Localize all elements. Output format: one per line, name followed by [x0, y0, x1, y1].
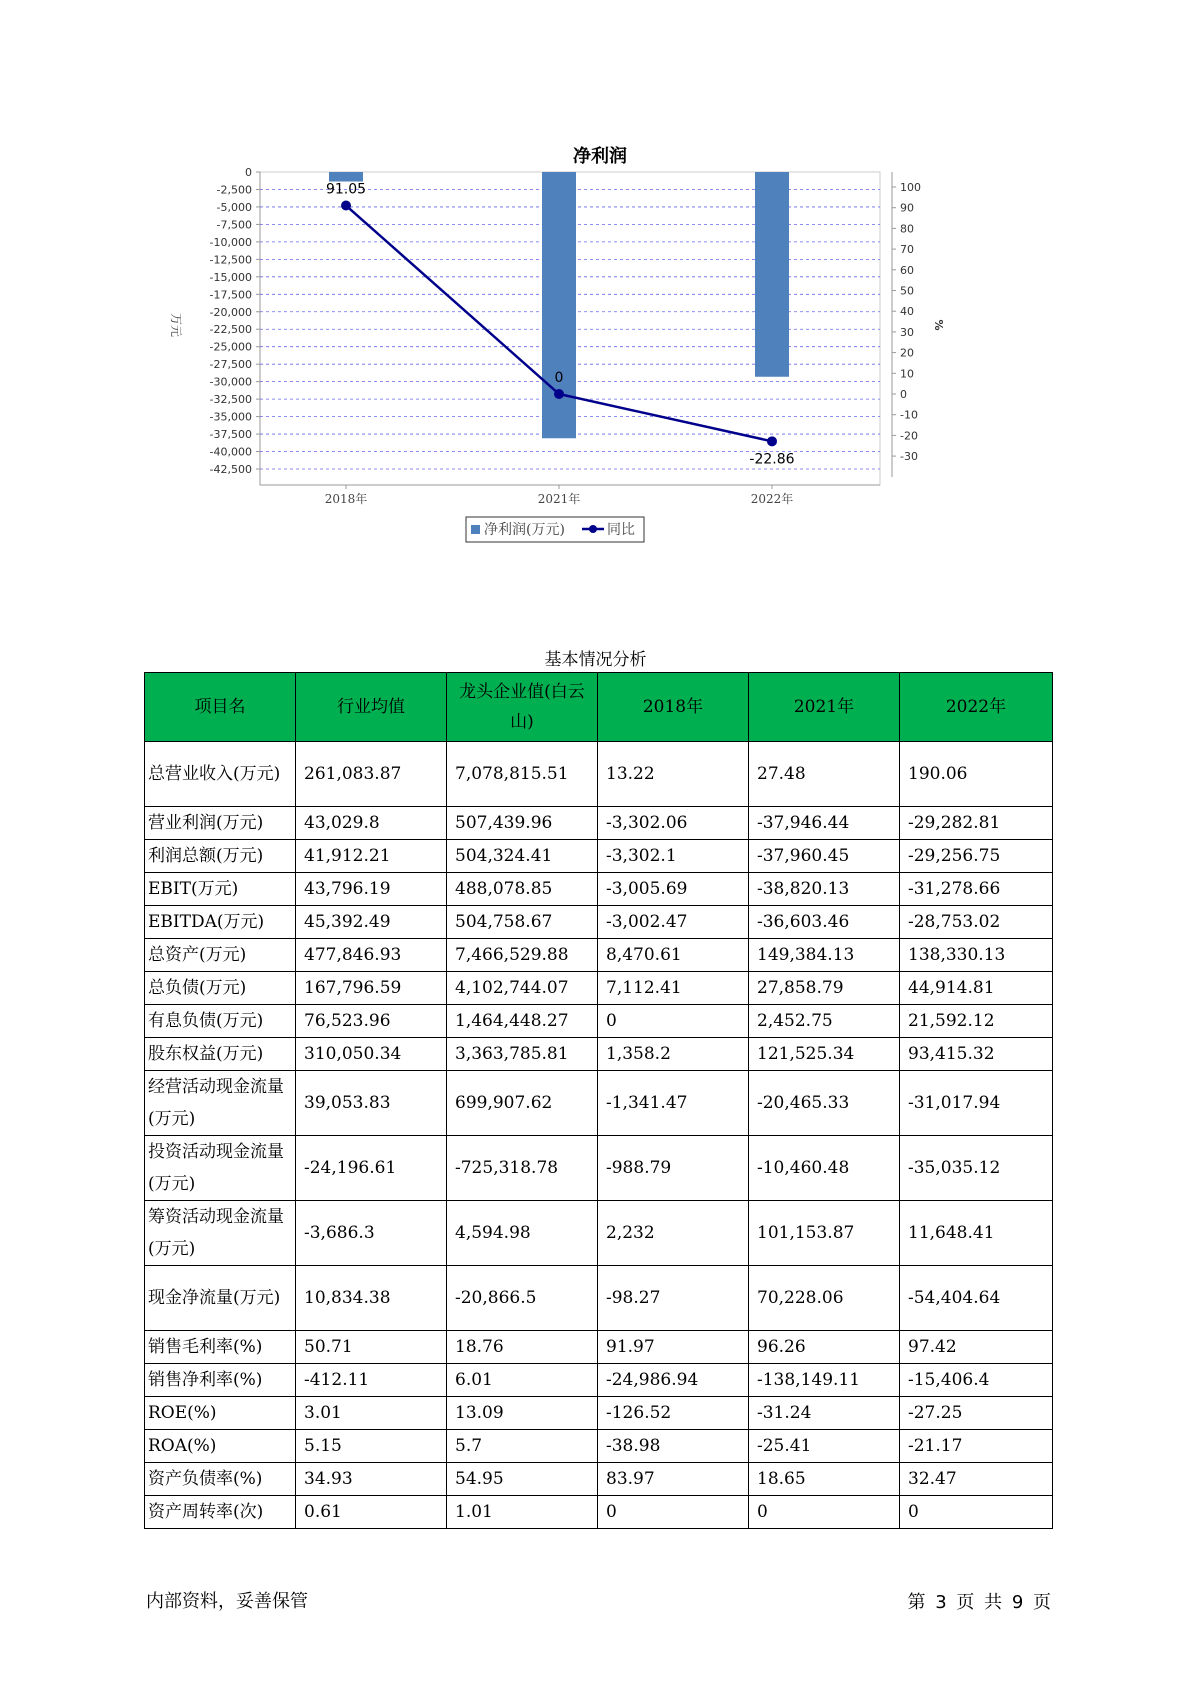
table-cell: 43,029.8 — [296, 807, 447, 840]
y2-tick-label: 30 — [900, 325, 914, 339]
header-item-name: 项目名 — [145, 673, 296, 742]
table-cell: -54,404.64 — [900, 1266, 1053, 1331]
row-item-name: 筹资活动现金流量(万元) — [145, 1201, 296, 1266]
y2-tick-label: 100 — [900, 181, 921, 194]
table-cell: 699,907.62 — [447, 1071, 598, 1136]
table-cell: 167,796.59 — [296, 972, 447, 1005]
table-cell: 0 — [598, 1496, 749, 1529]
table-row — [145, 807, 1053, 840]
table-cell: 507,439.96 — [447, 807, 598, 840]
table-cell: 43,796.19 — [296, 873, 447, 906]
y-tick-label: -12,500 — [209, 253, 252, 267]
table-cell: 504,758.67 — [447, 906, 598, 939]
row-item-name: 资产周转率(次) — [145, 1496, 296, 1529]
table-cell: 18.76 — [447, 1331, 598, 1364]
x-tick-label: 2021年 — [537, 492, 581, 506]
y-tick-label: 0 — [245, 166, 252, 179]
table-row — [145, 972, 1053, 1005]
row-item-name: EBIT(万元) — [145, 873, 296, 906]
row-item-name: 有息负债(万元) — [145, 1005, 296, 1038]
legend-line-marker — [589, 525, 597, 533]
table-cell: 121,525.34 — [749, 1038, 900, 1071]
table-cell: 54.95 — [447, 1463, 598, 1496]
row-item-name: ROA(%) — [145, 1430, 296, 1463]
x-tick-label: 2022年 — [750, 492, 794, 506]
row-item-name: 资产负债率(%) — [145, 1463, 296, 1496]
row-item-name: 现金净流量(万元) — [145, 1266, 296, 1331]
y2-tick-label: 60 — [900, 263, 914, 277]
table-cell: -21.17 — [900, 1430, 1053, 1463]
table-cell: 1.01 — [447, 1496, 598, 1529]
table-row — [145, 1364, 1053, 1397]
y-tick-label: -32,500 — [209, 393, 252, 407]
y2-tick-label: 80 — [900, 222, 914, 236]
y2-tick-label: -30 — [900, 450, 918, 464]
y-tick-label: -25,000 — [209, 340, 252, 354]
table-row — [145, 1071, 1053, 1136]
table-cell: 3.01 — [296, 1397, 447, 1430]
table-cell: -988.79 — [598, 1136, 749, 1201]
row-item-name: 总资产(万元) — [145, 939, 296, 972]
table-cell: 0.61 — [296, 1496, 447, 1529]
table-cell: 6.01 — [447, 1364, 598, 1397]
table-cell: -31,017.94 — [900, 1071, 1053, 1136]
legend-bar-swatch — [471, 525, 480, 534]
table-cell: -3,005.69 — [598, 873, 749, 906]
y-axis-title: 万元 — [169, 312, 183, 338]
row-item-name: ROE(%) — [145, 1397, 296, 1430]
table-cell: 7,112.41 — [598, 972, 749, 1005]
header-2022: 2022年 — [900, 673, 1053, 742]
table-row — [145, 742, 1053, 807]
table-cell: -29,282.81 — [900, 807, 1053, 840]
table-cell: -35,035.12 — [900, 1136, 1053, 1201]
table-row — [145, 1430, 1053, 1463]
table-header-row — [145, 673, 1053, 742]
x-tick-label: 2018年 — [324, 492, 368, 506]
table-cell: -37,960.45 — [749, 840, 900, 873]
table-cell: 21,592.12 — [900, 1005, 1053, 1038]
legend-bar-label: 净利润(万元) — [484, 522, 565, 538]
table-cell: 50.71 — [296, 1331, 447, 1364]
bar-net-profit — [329, 172, 363, 181]
table-cell: -3,002.47 — [598, 906, 749, 939]
table-cell: -31,278.66 — [900, 873, 1053, 906]
table-row — [145, 873, 1053, 906]
table-row — [145, 1038, 1053, 1071]
row-item-name: 总负债(万元) — [145, 972, 296, 1005]
table-cell: -24,986.94 — [598, 1364, 749, 1397]
table-cell: 1,358.2 — [598, 1038, 749, 1071]
table-cell: -20,866.5 — [447, 1266, 598, 1331]
table-cell: 149,384.13 — [749, 939, 900, 972]
table-cell: 91.97 — [598, 1331, 749, 1364]
table-row — [145, 906, 1053, 939]
y-tick-label: -5,000 — [216, 200, 252, 214]
point-yoy — [341, 201, 351, 211]
legend-line-label: 同比 — [607, 522, 635, 538]
table-cell: 70,228.06 — [749, 1266, 900, 1331]
table-cell: -98.27 — [598, 1266, 749, 1331]
table-cell: 190.06 — [900, 742, 1053, 807]
table-cell: 2,452.75 — [749, 1005, 900, 1038]
table-cell: 5.7 — [447, 1430, 598, 1463]
table-cell: 4,594.98 — [447, 1201, 598, 1266]
y-tick-label: -27,500 — [209, 358, 252, 372]
y-tick-label: -30,000 — [209, 375, 252, 389]
table-caption: 基本情况分析 — [544, 650, 647, 670]
y2-tick-label: 20 — [900, 346, 914, 360]
table-cell: 93,415.32 — [900, 1038, 1053, 1071]
table-cell: 310,050.34 — [296, 1038, 447, 1071]
y-tick-label: -15,000 — [209, 270, 252, 284]
y-tick-label: -37,500 — [209, 428, 252, 442]
y2-tick-label: 10 — [900, 367, 914, 381]
table-cell: 101,153.87 — [749, 1201, 900, 1266]
data-label-yoy: -22.86 — [749, 451, 795, 468]
table-cell: -412.11 — [296, 1364, 447, 1397]
row-item-name: 总营业收入(万元) — [145, 742, 296, 807]
row-item-name: 经营活动现金流量(万元) — [145, 1071, 296, 1136]
header-2021: 2021年 — [749, 673, 900, 742]
table-row — [145, 1005, 1053, 1038]
footer-page-number: 第 3 页 共 9 页 — [907, 1592, 1051, 1613]
y2-tick-label: 70 — [900, 243, 914, 257]
table-cell: 27.48 — [749, 742, 900, 807]
table-cell: -36,603.46 — [749, 906, 900, 939]
row-item-name: 销售净利率(%) — [145, 1364, 296, 1397]
row-item-name: EBITDA(万元) — [145, 906, 296, 939]
table-cell: -38,820.13 — [749, 873, 900, 906]
y2-tick-label: 50 — [900, 284, 914, 298]
row-item-name: 销售毛利率(%) — [145, 1331, 296, 1364]
table-cell: 0 — [900, 1496, 1053, 1529]
table-row — [145, 1397, 1053, 1430]
table-cell: -126.52 — [598, 1397, 749, 1430]
table-cell: 1,464,448.27 — [447, 1005, 598, 1038]
table-cell: -24,196.61 — [296, 1136, 447, 1201]
table-cell: -20,465.33 — [749, 1071, 900, 1136]
table-cell: 32.47 — [900, 1463, 1053, 1496]
table-cell: -29,256.75 — [900, 840, 1053, 873]
table-cell: -28,753.02 — [900, 906, 1053, 939]
y-tick-label: -20,000 — [209, 305, 252, 319]
table-cell: 7,078,815.51 — [447, 742, 598, 807]
table-cell: -15,406.4 — [900, 1364, 1053, 1397]
table-row — [145, 1496, 1053, 1529]
table-cell: 0 — [749, 1496, 900, 1529]
table-cell: 13.22 — [598, 742, 749, 807]
y-tick-label: -22,500 — [209, 323, 252, 337]
table-row — [145, 1136, 1053, 1201]
table-row — [145, 939, 1053, 972]
header-industry-avg: 行业均值 — [296, 673, 447, 742]
chart-title: 净利润 — [573, 146, 627, 167]
point-yoy — [554, 389, 564, 399]
table-cell: 488,078.85 — [447, 873, 598, 906]
y-tick-label: -40,000 — [209, 445, 252, 459]
table-cell: -725,318.78 — [447, 1136, 598, 1201]
table-cell: -10,460.48 — [749, 1136, 900, 1201]
table-cell: -3,302.1 — [598, 840, 749, 873]
table-cell: -38.98 — [598, 1430, 749, 1463]
table-cell: -138,149.11 — [749, 1364, 900, 1397]
y-tick-label: -17,500 — [209, 288, 252, 302]
table-cell: 39,053.83 — [296, 1071, 447, 1136]
data-label-yoy: 0 — [554, 370, 564, 386]
table-cell: 8,470.61 — [598, 939, 749, 972]
y-tick-label: -7,500 — [216, 218, 252, 232]
table-cell: -1,341.47 — [598, 1071, 749, 1136]
table-cell: 3,363,785.81 — [447, 1038, 598, 1071]
row-item-name: 营业利润(万元) — [145, 807, 296, 840]
y-tick-label: -2,500 — [216, 183, 252, 197]
table-cell: -25.41 — [749, 1430, 900, 1463]
table-cell: 0 — [598, 1005, 749, 1038]
table-row — [145, 1331, 1053, 1364]
y2-axis-title: % — [932, 319, 945, 331]
y-tick-label: -10,000 — [209, 235, 252, 249]
table-cell: 261,083.87 — [296, 742, 447, 807]
basic-analysis-table — [144, 672, 1053, 1529]
table-cell: 18.65 — [749, 1463, 900, 1496]
y2-tick-label: 0 — [900, 388, 907, 401]
table-cell: 97.42 — [900, 1331, 1053, 1364]
table-cell: 41,912.21 — [296, 840, 447, 873]
table-cell: 504,324.41 — [447, 840, 598, 873]
y-tick-label: -42,500 — [209, 463, 252, 476]
table-cell: 34.93 — [296, 1463, 447, 1496]
table-cell: 10,834.38 — [296, 1266, 447, 1331]
y2-tick-label: -20 — [900, 429, 918, 443]
point-yoy — [767, 436, 777, 446]
table-row — [145, 840, 1053, 873]
table-cell: 44,914.81 — [900, 972, 1053, 1005]
table-cell: -31.24 — [749, 1397, 900, 1430]
y2-tick-label: -10 — [900, 408, 918, 422]
table-cell: 138,330.13 — [900, 939, 1053, 972]
data-label-yoy: 91.05 — [325, 181, 367, 198]
header-2018: 2018年 — [598, 673, 749, 742]
footer-confidential: 内部资料，妥善保管 — [146, 1591, 308, 1612]
table-cell: -3,302.06 — [598, 807, 749, 840]
table-row — [145, 1463, 1053, 1496]
table-cell: 2,232 — [598, 1201, 749, 1266]
table-row — [145, 1201, 1053, 1266]
y-tick-label: -35,000 — [209, 410, 252, 424]
table-cell: 96.26 — [749, 1331, 900, 1364]
y2-tick-label: 90 — [900, 201, 914, 215]
table-cell: 76,523.96 — [296, 1005, 447, 1038]
table-cell: 477,846.93 — [296, 939, 447, 972]
net-profit-chart — [150, 130, 1050, 600]
bar-net-profit — [755, 172, 789, 377]
table-cell: 7,466,529.88 — [447, 939, 598, 972]
table-cell: -3,686.3 — [296, 1201, 447, 1266]
table-cell: 83.97 — [598, 1463, 749, 1496]
table-cell: 4,102,744.07 — [447, 972, 598, 1005]
table-cell: -27.25 — [900, 1397, 1053, 1430]
table-cell: 5.15 — [296, 1430, 447, 1463]
table-cell: -37,946.44 — [749, 807, 900, 840]
table-cell: 11,648.41 — [900, 1201, 1053, 1266]
chart-canvas — [150, 130, 1050, 600]
table-cell: 13.09 — [447, 1397, 598, 1430]
y2-tick-label: 40 — [900, 305, 914, 319]
table-cell: 45,392.49 — [296, 906, 447, 939]
table-row — [145, 1266, 1053, 1331]
row-item-name: 利润总额(万元) — [145, 840, 296, 873]
row-item-name: 投资活动现金流量(万元) — [145, 1136, 296, 1201]
header-leader-value: 龙头企业值(白云山) — [447, 673, 598, 742]
row-item-name: 股东权益(万元) — [145, 1038, 296, 1071]
table-cell: 27,858.79 — [749, 972, 900, 1005]
